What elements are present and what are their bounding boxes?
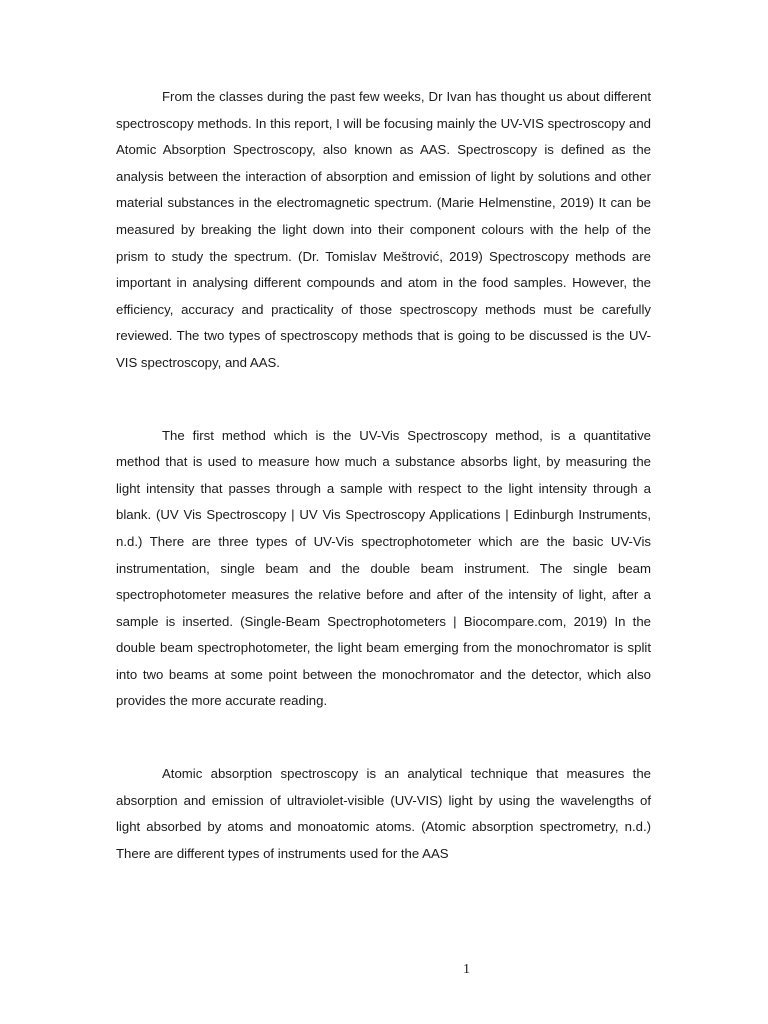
- page-number: 1: [463, 962, 470, 977]
- paragraph-introduction: From the classes during the past few weeks, Dr Ivan has thought us about different spectroscopy methods. In this report, I will be focusing mainly the UV-VIS spectroscopy and Atomic Absorption Spectroscopy, also known as AAS. Spectroscopy is defined as the analysis between the interaction of absorption and emission of light by solutions and other material substances in the electromagnetic spectrum. (Marie Helmenstine, 2019) It can be measured by breaking the light down into their component colours with the help of the prism to study the spectrum. (Dr. Tomislav Meštrović, 2019) Spectroscopy methods are important in analysing different compounds and atom in the food samples. However, the efficiency, accuracy and practicality of those spectroscopy methods must be carefully reviewed. The two types of spectroscopy methods that is going to be discussed is the UV-VIS spectroscopy, and AAS.: [116, 89, 651, 370]
- document-body: [116, 84, 651, 867]
- paragraph-aas: Atomic absorption spectroscopy is an analytical technique that measures the absorption and emission of ultraviolet-visible (UV-VIS) light by using the wavelengths of light absorbed by atoms and monoatomic atoms. (Atomic absorption spectrometry, n.d.) There are different types of instruments used for the AAS: [116, 766, 651, 861]
- paragraph-uv-vis: The first method which is the UV-Vis Spectroscopy method, is a quantitative method that is used to measure how much a substance absorbs light, by measuring the light intensity that passes through a sample with respect to the light intensity through a blank. (UV Vis Spectroscopy | UV Vis Spectroscopy Applications | Edinburgh Instruments, n.d.) There are three types of UV-Vis spectrophotometer which are the basic UV-Vis instrumentation, single beam and the double beam instrument. The single beam spectrophotometer measures the relative before and after of the intensity of light, after a sample is inserted. (Single-Beam Spectrophotometers | Biocompare.com, 2019) In the double beam spectrophotometer, the light beam emerging from the monochromator is split into two beams at some point between the monochromator and the detector, which also provides the more accurate reading.: [116, 427, 651, 709]
